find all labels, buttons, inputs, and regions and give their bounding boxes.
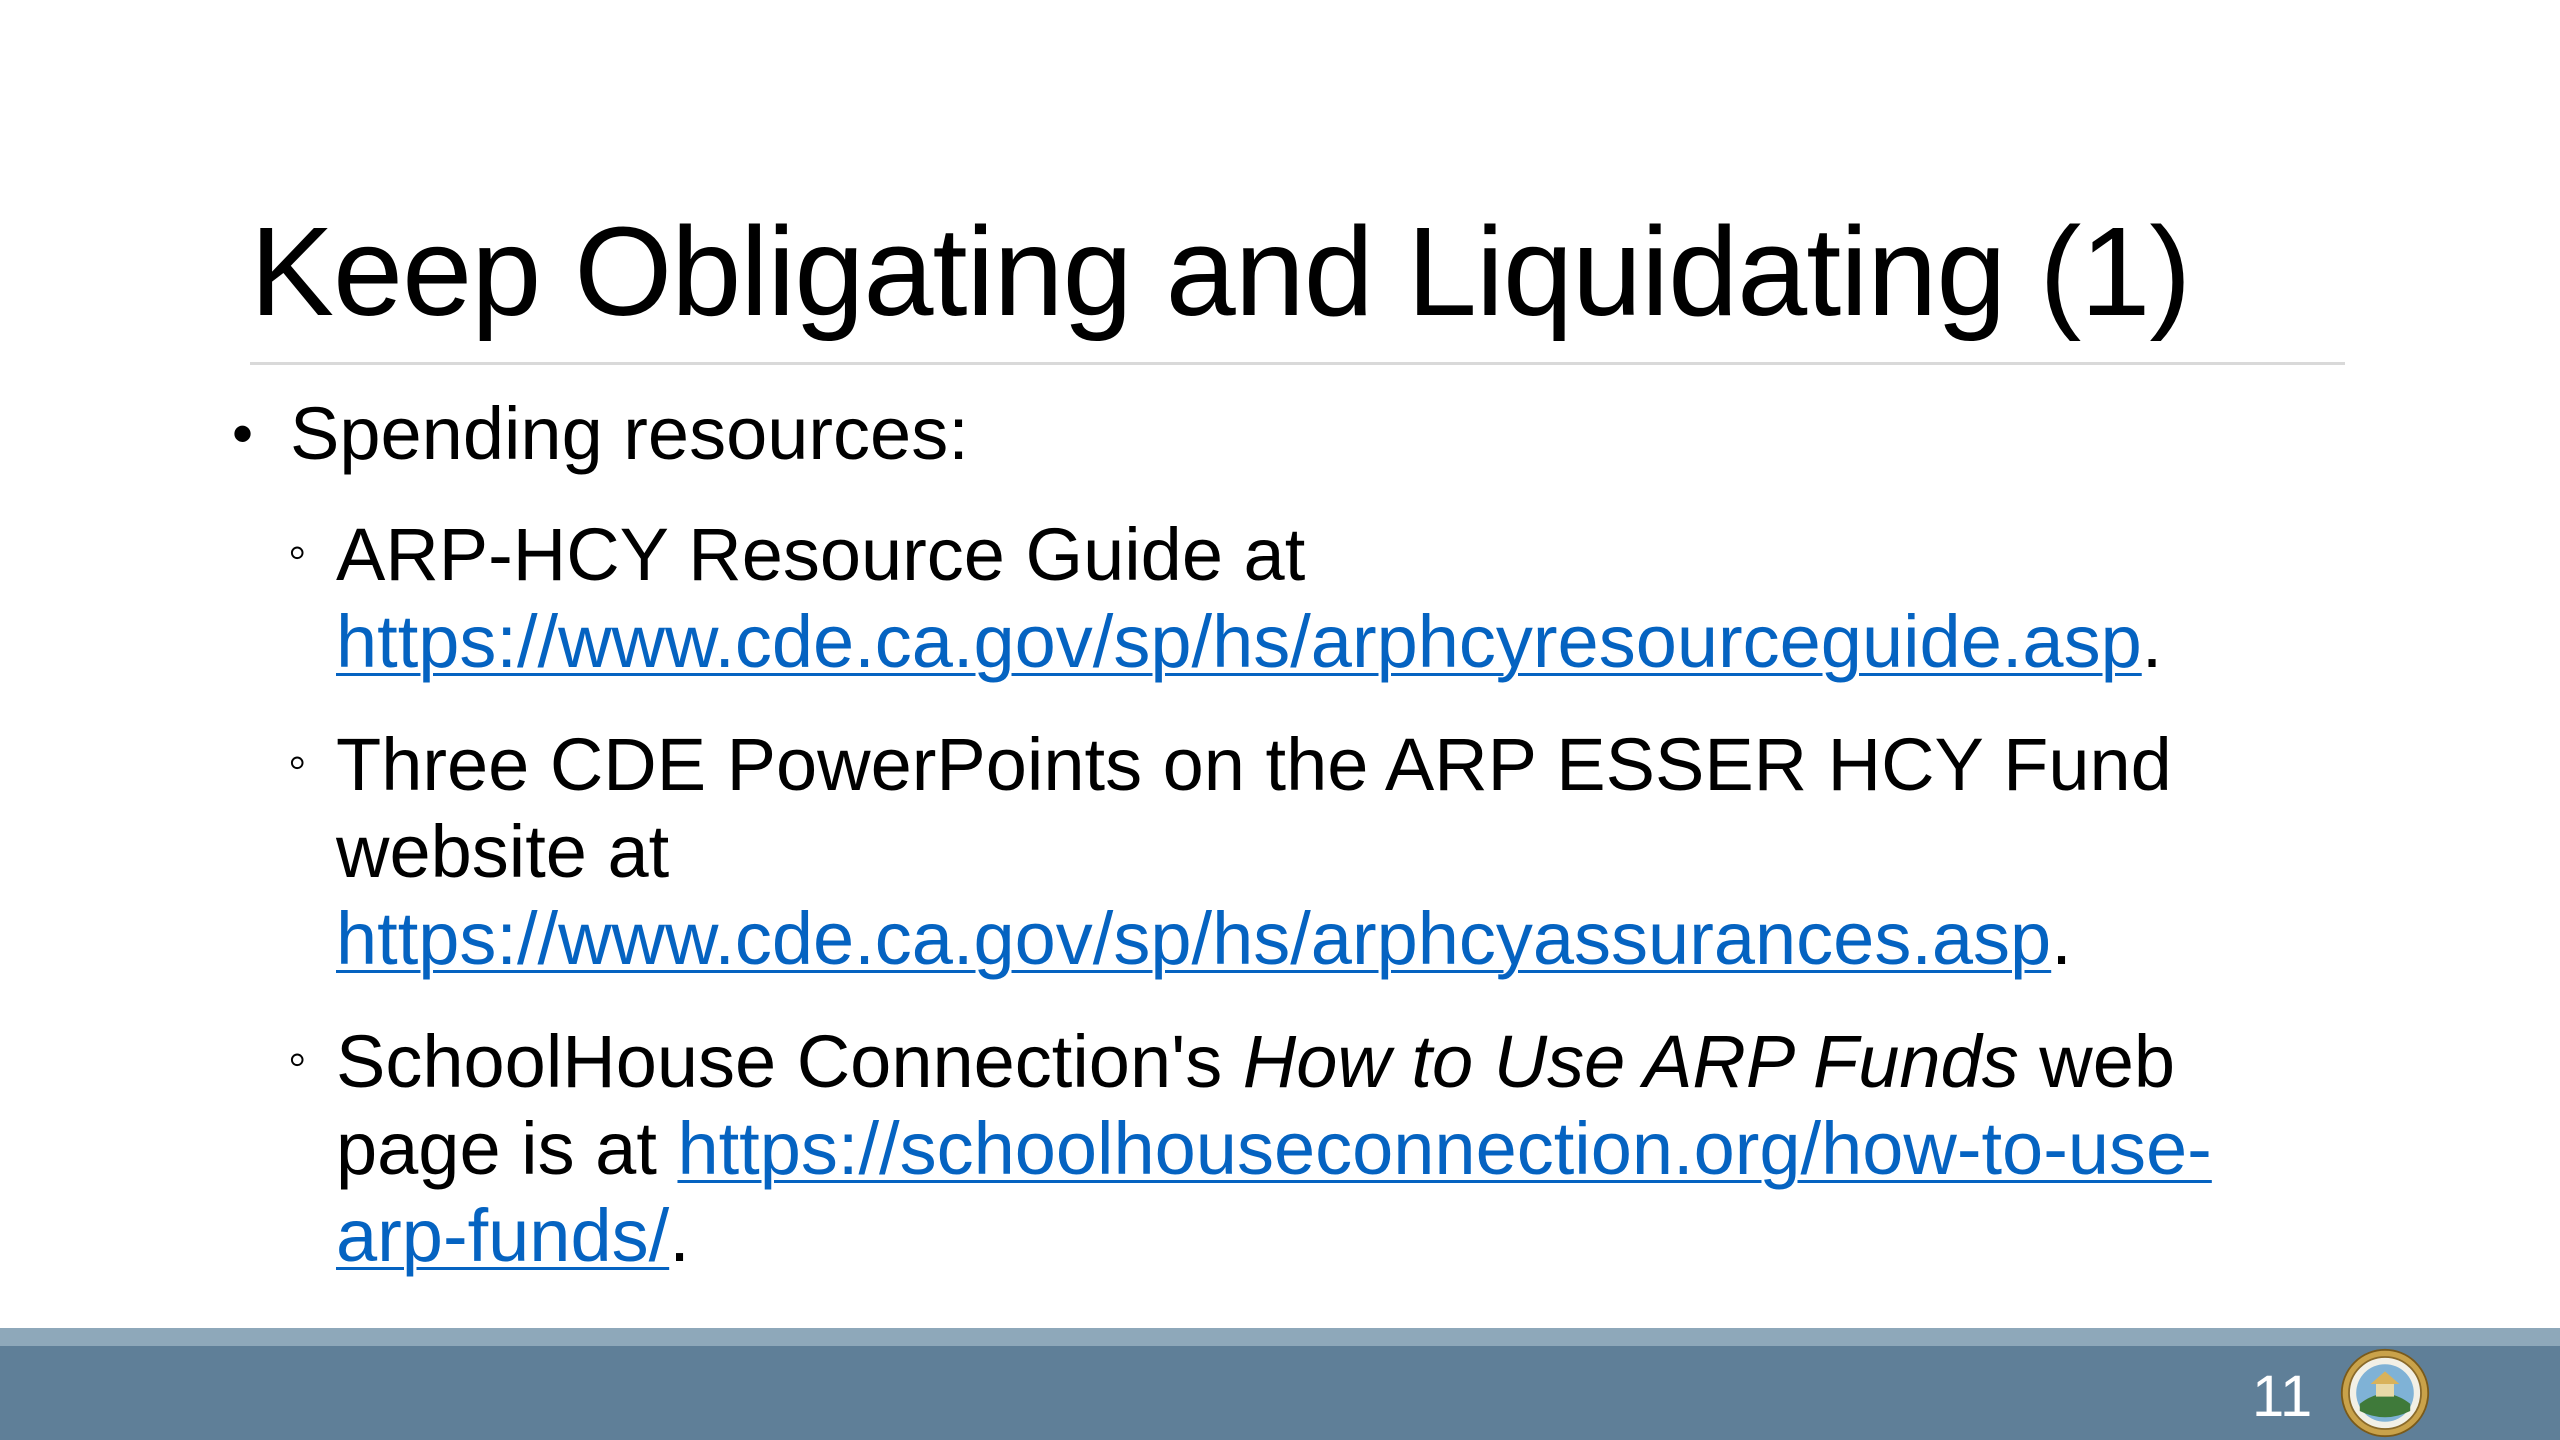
- publication-title: How to Use ARP Funds: [1242, 1020, 2019, 1103]
- slide-title: Keep Obligating and Liquidating (1): [250, 201, 2191, 342]
- sub-bullet-resource-guide: [232, 511, 2342, 685]
- sub-bullet-suffix: .: [2051, 897, 2072, 980]
- bullet-spending-resources: [232, 390, 2342, 477]
- sub-bullet-text: ARP-HCY Resource Guide at: [336, 513, 1306, 596]
- sub-bullet-suffix: .: [669, 1194, 690, 1277]
- sub-bullet-suffix: .: [2141, 600, 2163, 683]
- sub-bullet-list: [232, 511, 2342, 1279]
- hollow-bullet-icon: ◦: [288, 523, 307, 581]
- state-seal-icon: [2340, 1348, 2430, 1438]
- footer-band: [0, 1346, 2560, 1440]
- sub-bullet-schoolhouse: [232, 1018, 2342, 1279]
- footer-bar: [0, 1328, 2560, 1440]
- title-divider: [250, 362, 2345, 365]
- sub-bullet-text-before: SchoolHouse Connection's: [336, 1020, 1243, 1103]
- sub-bullet-text-after: web page is at: [336, 1020, 2176, 1190]
- resource-guide-link[interactable]: https://www.cde.ca.gov/sp/hs/arphcyresourceguide.asp: [336, 600, 2142, 683]
- hollow-bullet-icon: ◦: [288, 733, 307, 791]
- page-number: 11: [2252, 1364, 2313, 1429]
- sub-bullet-powerpoints: [232, 721, 2342, 982]
- slide-content: [232, 390, 2342, 1315]
- hollow-bullet-icon: ◦: [288, 1030, 307, 1088]
- sub-bullet-text: Three CDE PowerPoints on the ARP ESSER HCY Fund website at: [336, 723, 2172, 893]
- bullet-icon: •: [232, 400, 254, 467]
- assurances-link[interactable]: https://www.cde.ca.gov/sp/hs/arphcyassurances.asp: [336, 897, 2052, 980]
- footer-stripe: [0, 1328, 2560, 1346]
- bullet-text: Spending resources:: [290, 392, 969, 475]
- schoolhouse-link[interactable]: https://schoolhouseconnection.org/how-to-use-arp-funds/: [336, 1107, 2212, 1277]
